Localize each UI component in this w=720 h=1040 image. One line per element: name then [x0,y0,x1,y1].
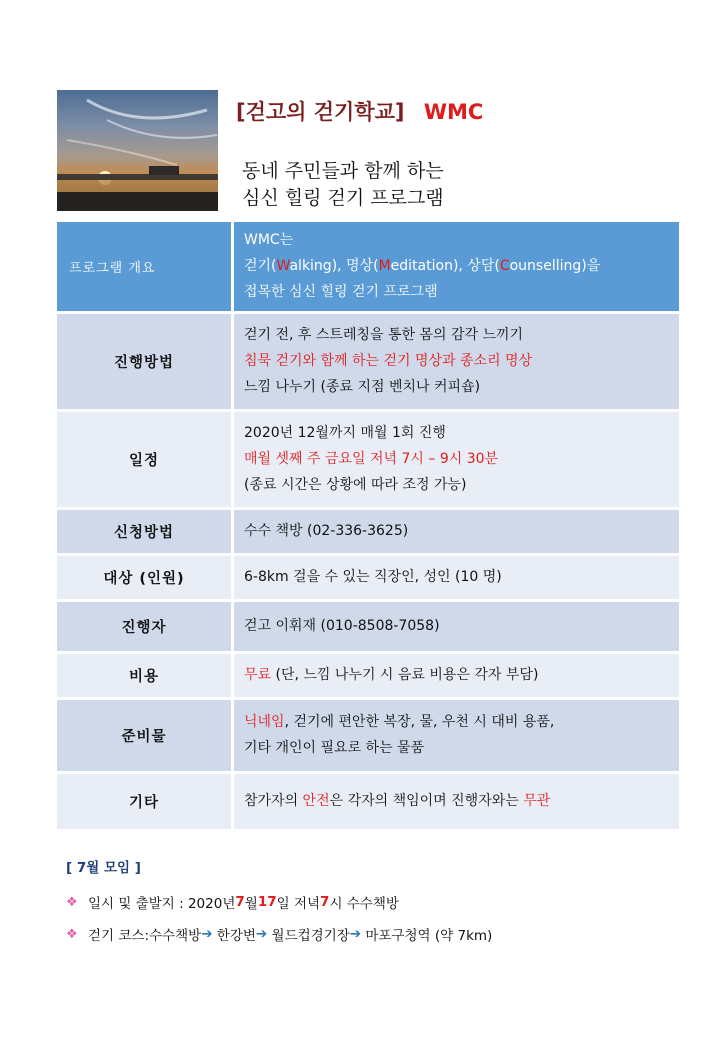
value-apply: 수수 책방 (02-336-3625) [233,508,680,554]
meeting-course-row [66,924,492,944]
overview-line-1: WMC는 [244,232,294,249]
etc-safety: 안전 [302,793,330,809]
arrow-right-icon: ➔ [201,926,213,942]
overview-letter-w: W [276,258,290,275]
meeting-day: 17 [257,894,277,910]
overview-meditation-prefix: alking), 명상( [289,258,379,275]
value-prep [233,698,680,772]
row-overview [57,222,679,312]
row-prep [57,698,679,772]
label-prep: 준비물 [57,698,233,772]
page-subtitle [242,158,444,212]
meeting-datetime-a: 일시 및 출발지 : 2020년 [88,896,236,912]
meeting-datetime-row [66,892,492,912]
label-apply: 신청방법 [57,508,233,554]
value-cost [233,652,680,698]
value-etc [233,772,680,830]
meeting-datetime-b: 월 [244,896,258,912]
overview-walking-prefix: 걷기( [244,258,277,275]
overview-counselling-prefix: editation), 상담( [390,258,500,275]
schedule-line-1: 2020년 12월까지 매월 1회 진행 [244,425,446,441]
etc-text-a: 참가자의 [244,793,303,809]
arrow-right-icon: ➔ [349,926,362,942]
july-meeting-section [66,856,492,956]
overview-letter-c: C [499,258,510,275]
meeting-month: 7 [235,894,245,910]
course-stop: 수수책방 [149,928,202,944]
subtitle-line-2: 심신 힐링 걷기 프로그램 [242,187,444,209]
sunset-photo-art [57,90,218,211]
course-stop: 월드컵경기장 [271,928,350,944]
value-target: 6-8km 걸을 수 있는 직장인, 성인 (10 명) [233,554,680,600]
etc-text-b: 은 각자의 책임이며 진행자와는 [329,793,524,809]
diamond-bullet-icon: ❖ [66,926,78,942]
program-table [57,222,679,832]
row-cost [57,652,679,698]
label-overview: 프로그램 개요 [57,222,233,312]
overview-letter-m: M [378,258,391,275]
meeting-hour: 7 [320,894,330,910]
row-schedule [57,410,679,508]
course-stop: 한강변 [216,928,256,944]
label-cost: 비용 [57,652,233,698]
arrow-right-icon: ➔ [255,926,268,942]
course-stop: 마포구청역 (약 7km) [365,928,493,944]
label-leader: 진행자 [57,600,233,652]
method-line-2: 침묵 걷기와 함께 하는 걷기 명상과 종소리 명상 [244,353,533,369]
row-apply [57,508,679,554]
meeting-datetime-d: 시 수수책방 [329,896,399,912]
meeting-datetime-c: 일 저녁 [276,896,321,912]
subtitle-line-1: 동네 주민들과 함께 하는 [242,160,444,182]
sunset-river-photo [57,90,218,211]
prep-line-1 [244,709,679,735]
title-school-name: [걷고의 걷기학교] [236,100,405,124]
label-schedule: 일정 [57,410,233,508]
label-etc: 기타 [57,772,233,830]
value-schedule [233,410,680,508]
prep-nickname: 닉네임 [244,714,285,730]
overview-line-2 [244,253,679,279]
value-method [233,312,680,410]
cost-free: 무료 [244,667,272,683]
prep-line-2: 기타 개인이 필요로 하는 물품 [244,740,425,756]
schedule-line-3: (종료 시간은 상황에 따라 조정 가능) [244,477,467,493]
overview-counselling-suffix: ounselling)을 [509,258,601,275]
course-prefix: 걷기 코스: [88,928,150,944]
etc-unrelated: 무관 [523,793,551,809]
cost-detail: (단, 느낌 나누기 시 음료 비용은 각자 부담) [271,667,539,683]
row-target [57,554,679,600]
july-meeting-title: [ 7월 모임 ] [66,860,141,876]
schedule-line-2: 매월 셋째 주 금요일 저녁 7시 – 9시 30분 [244,451,499,467]
value-overview [233,222,680,312]
diamond-bullet-icon: ❖ [66,894,78,910]
prep-items: , 걷기에 편안한 복장, 물, 우천 시 대비 용품, [284,714,555,730]
row-etc [57,772,679,830]
label-target: 대상 (인원) [57,554,233,600]
title-brand: WMC [423,100,484,124]
method-line-1: 걷기 전, 후 스트레칭을 통한 몸의 감각 느끼기 [244,327,524,343]
row-leader [57,600,679,652]
row-method [57,312,679,410]
value-leader: 걷고 이휘재 (010-8508-7058) [233,600,680,652]
overview-line-3: 접목한 심신 힐링 걷기 프로그램 [244,284,438,301]
label-method: 진행방법 [57,312,233,410]
method-line-3: 느낌 나누기 (종료 지점 벤치나 커피숍) [244,379,481,395]
page-title [236,96,483,126]
